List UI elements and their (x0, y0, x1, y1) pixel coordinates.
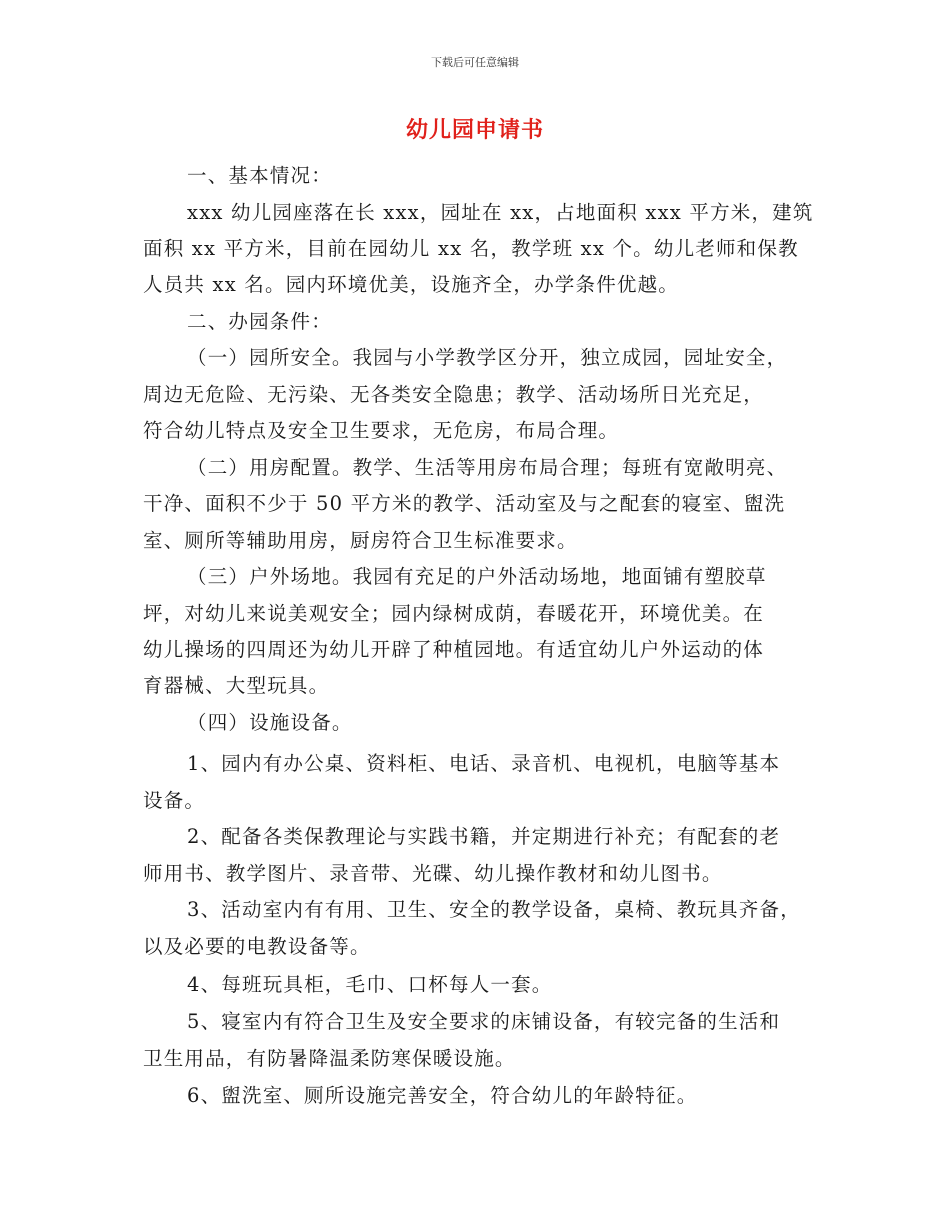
list-item-continuation: 卫生用品，有防暑降温柔防寒保暖设施。 (143, 1047, 516, 1070)
paragraph-line: xxx 幼儿园座落在长 xxx，园址在 xx，占地面积 xxx 平方米，建筑 (187, 201, 814, 224)
paragraph-line: 坪，对幼儿来说美观安全；园内绿树成荫，春暖花开，环境优美。在 (143, 602, 765, 625)
list-item: 3、活动室内有有用、卫生、安全的教学设备，桌椅、教玩具齐备， (187, 898, 801, 921)
section-heading: 二、办园条件： (187, 310, 332, 333)
paragraph-line: 周边无危险、无污染、无各类安全隐患；教学、活动场所日光充足， (143, 383, 765, 406)
paragraph-line: （一）园所安全。我园与小学教学区分开，独立成园，园址安全， (187, 346, 788, 369)
list-item: 4、每班玩具柜，毛巾、口杯每人一套。 (187, 973, 553, 996)
sub-heading: （四）设施设备。 (187, 711, 353, 734)
paragraph-line: 符合幼儿特点及安全卫生要求，无危房，布局合理。 (143, 419, 620, 442)
paragraph-line: 幼儿操场的四周还为幼儿开辟了种植园地。有适宜幼儿户外运动的体 (143, 638, 765, 661)
paragraph-line: 室、厕所等辅助用房，厨房符合卫生标准要求。 (143, 529, 578, 552)
list-item: 2、配备各类保教理论与实践书籍，并定期进行补充；有配套的老 (187, 825, 781, 848)
list-item: 5、寝室内有符合卫生及安全要求的床铺设备，有较完备的生活和 (187, 1010, 781, 1033)
paragraph-line: （二）用房配置。教学、生活等用房布局合理；每班有宽敞明亮、 (187, 456, 788, 479)
list-item: 6、盥洗室、厕所设施完善安全，符合幼儿的年龄特征。 (187, 1084, 698, 1107)
list-item: 1、园内有办公桌、资料柜、电话、录音机、电视机，电脑等基本 (187, 752, 781, 775)
list-item-continuation: 设备。 (143, 789, 206, 812)
document-title: 幼儿园申请书 (405, 118, 544, 143)
paragraph-line: 面积 xx 平方米，目前在园幼儿 xx 名，教学班 xx 个。幼儿老师和保教 (143, 237, 799, 260)
paragraph-line: 育器械、大型玩具。 (143, 674, 330, 697)
paragraph-line: （三）户外场地。我园有充足的户外活动场地，地面铺有塑胶草 (187, 565, 767, 588)
list-item-continuation: 以及必要的电教设备等。 (143, 935, 371, 958)
paragraph-line: 干净、面积不少于 50 平方米的教学、活动室及与之配套的寝室、盥洗 (143, 492, 786, 515)
paragraph-line: 人员共 xx 名。园内环境优美，设施齐全，办学条件优越。 (143, 273, 679, 296)
list-item-continuation: 师用书、教学图片、录音带、光碟、幼儿操作教材和幼儿图书。 (143, 862, 723, 885)
section-heading: 一、基本情况： (187, 164, 332, 187)
header-note: 下载后可任意编辑 (431, 56, 519, 69)
